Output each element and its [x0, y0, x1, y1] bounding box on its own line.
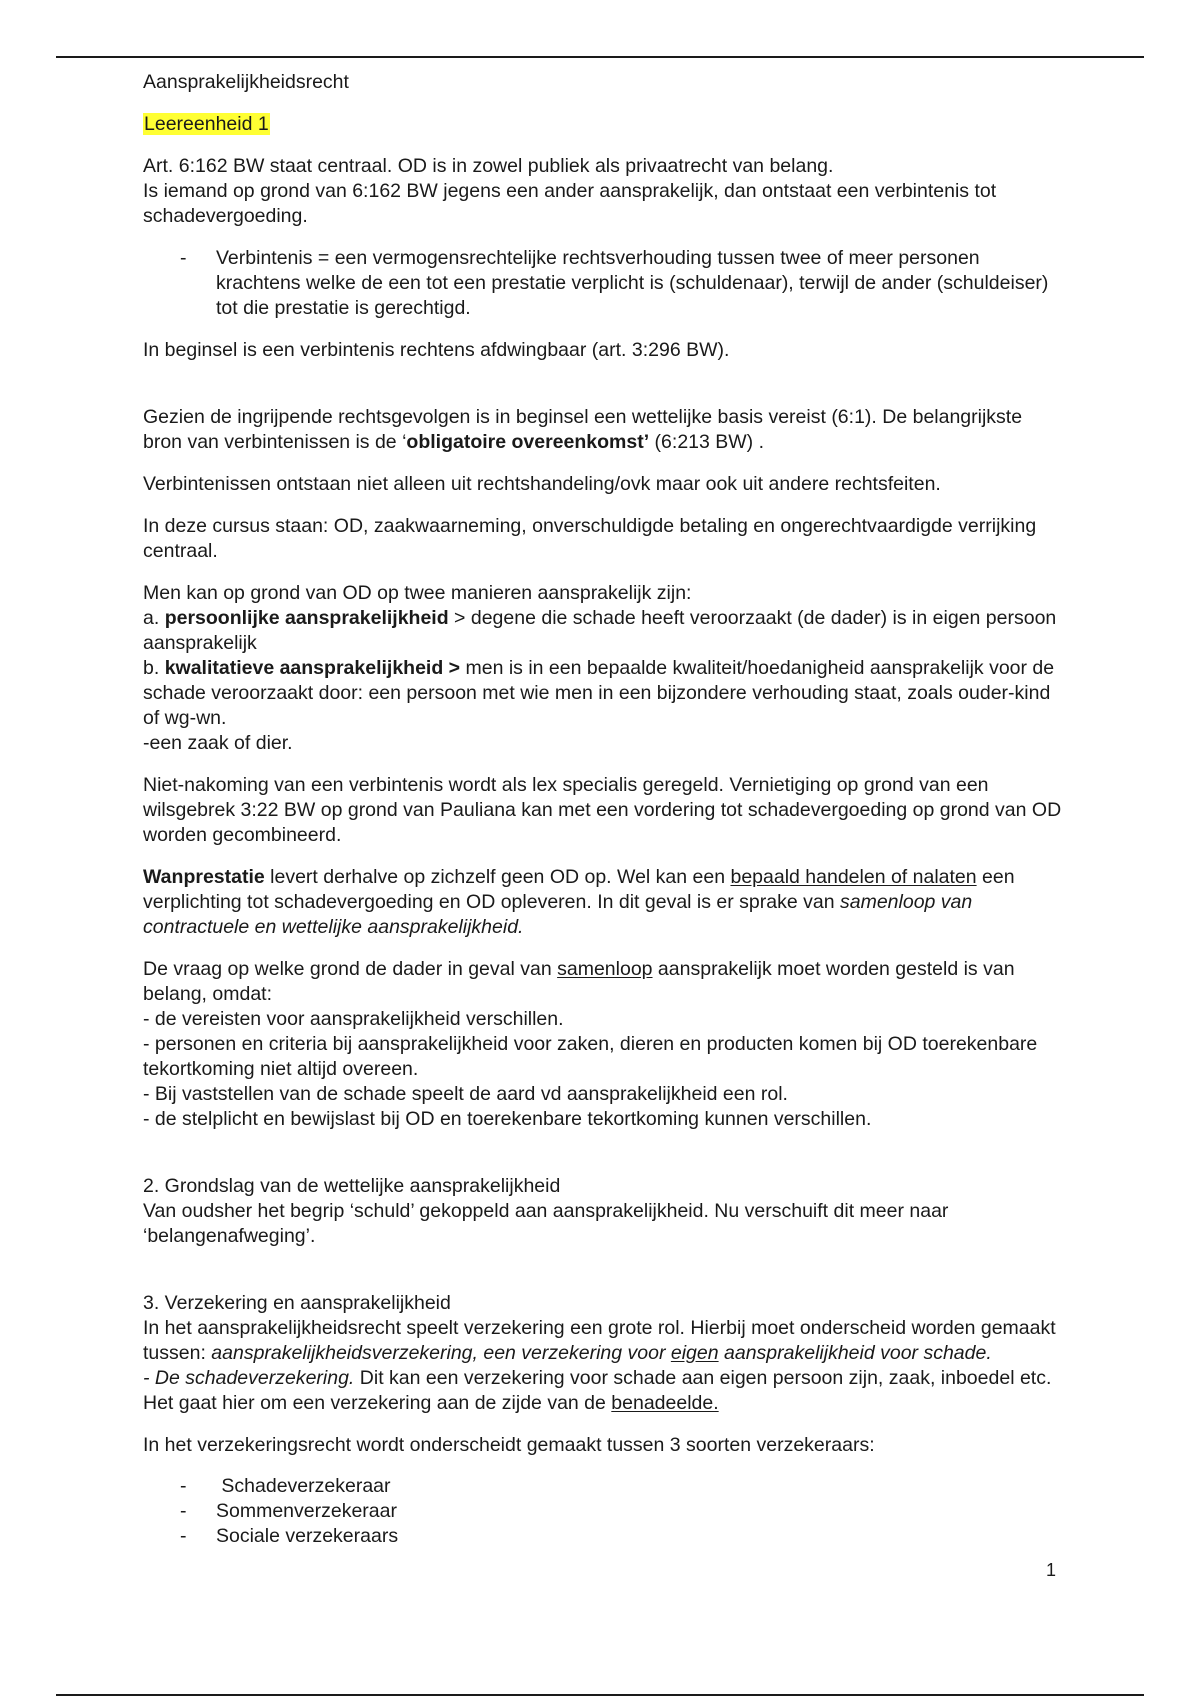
- intro-line-1: Art. 6:162 BW staat centraal. OD is in zowel publiek als privaatrecht van belang.: [143, 155, 834, 177]
- text-run: Men kan op grond van OD op twee manieren aansprakelijk zijn:: [143, 582, 692, 604]
- list-item: [143, 1524, 1063, 1549]
- text-run: men is in een bepaalde kwaliteit/hoedanigheid aansprakelijk voor de schade veroorzaakt door: een persoon met wie men in een bijzondere verhouding staat, zoals ouder-kind of wg-wn.: [143, 657, 1055, 729]
- text-run: levert derhalve op zichzelf geen OD op. Wel kan een: [264, 866, 731, 888]
- dash-bullet: -: [180, 1475, 187, 1497]
- page-number: 1: [1046, 1560, 1057, 1580]
- section-3: [143, 1291, 1063, 1416]
- text-run: De vraag op welke grond de dader in geval van: [143, 958, 558, 980]
- reason-item: - Bij vaststellen van de schade speelt de aard vd aansprakelijkheid een rol.: [143, 1083, 788, 1105]
- insurer-type: Sociale verzekeraars: [216, 1525, 399, 1547]
- text-run: aansprakelijk moet worden gesteld is van belang, omdat:: [143, 958, 1015, 1005]
- text-run: a.: [143, 607, 165, 629]
- paragraph-samenloop: [143, 957, 1063, 1132]
- insurer-type: Schadeverzekeraar: [216, 1475, 391, 1497]
- reason-item: - de stelplicht en bewijslast bij OD en toerekenbare tekortkoming kunnen verschillen.: [143, 1108, 872, 1130]
- italic-term: aansprakelijkheidsverzekering, een verzekering voor: [211, 1342, 671, 1364]
- underlined-term: eigen: [670, 1342, 719, 1364]
- text-run: een verplichting tot schadevergoeding en OD opleveren. In dit geval is er sprake van: [143, 866, 1015, 913]
- text-run: > degene die schade heeft veroorzaakt (de dader) is in eigen persoon aansprakelijk: [143, 607, 1057, 654]
- bold-term: obligatoire overeenkomst’: [406, 431, 650, 453]
- text-run: b.: [143, 657, 165, 679]
- bold-term: persoonlijke aansprakelijkheid: [164, 607, 449, 629]
- document-body: [143, 70, 1063, 1566]
- document-title: Aansprakelijkheidsrecht: [143, 71, 349, 93]
- paragraph-enforceable: In beginsel is een verbintenis rechtens afdwingbaar (art. 3:296 BW).: [143, 339, 730, 361]
- underlined-term: benadeelde.: [611, 1392, 719, 1414]
- intro-line-2: Is iemand op grond van 6:162 BW jegens een ander aansprakelijk, dan ontstaat een verbintenis tot schadevergoeding.: [143, 180, 997, 227]
- underlined-term: samenloop: [557, 958, 653, 980]
- italic-term: - De schadeverzekering.: [143, 1367, 355, 1389]
- section-text: Van oudsher het begrip ‘schuld’ gekoppeld aan aansprakelijkheid. Nu verschuift dit meer naar ‘belangenafweging’.: [143, 1200, 949, 1247]
- list-item: [143, 1474, 1063, 1499]
- dash-bullet: -: [180, 1500, 187, 1522]
- section-label: [143, 112, 1063, 137]
- reason-item: - personen en criteria bij aansprakelijkheid voor zaken, dieren en producten komen bij OD toerekenbare tekortkoming niet altijd overeen.: [143, 1033, 1038, 1080]
- list-item: [143, 246, 1063, 321]
- text-run: Dit kan een verzekering voor schade aan eigen persoon zijn, zaak, inboedel etc. Het gaat hier om een verzekering aan de zijde van de: [143, 1367, 1052, 1414]
- bold-term: kwalitatieve aansprakelijkheid >: [164, 657, 461, 679]
- header-rule: [56, 56, 1144, 58]
- paragraph-intro: [143, 154, 1063, 229]
- text-run: Gezien de ingrijpende rechtsgevolgen is in beginsel een wettelijke basis vereist (6:1). De belangrijkste bron van verbintenissen is de ‘: [143, 406, 1023, 453]
- italic-term: samenloop van contractuele en wettelijke aansprakelijkheid.: [143, 891, 973, 938]
- italic-term: aansprakelijkheid voor schade.: [718, 1342, 992, 1364]
- highlighted-label: Leereenheid 1: [144, 113, 269, 135]
- text-run: -een zaak of dier.: [143, 732, 293, 754]
- paragraph-legal-basis: [143, 405, 1063, 455]
- bold-term: Wanprestatie: [143, 866, 265, 888]
- paragraph-insurers: In het verzekeringsrecht wordt onderscheidt gemaakt tussen 3 soorten verzekeraars:: [143, 1434, 875, 1456]
- text-run: In het aansprakelijkheidsrecht speelt verzekering een grote rol. Hierbij moet onderscheid worden gemaakt tussen:: [143, 1317, 1056, 1364]
- paragraph-sources: Verbintenissen ontstaan niet alleen uit rechtshandeling/ovk maar ook uit andere rechtsfeiten.: [143, 473, 941, 495]
- footer-rule: [56, 1694, 1144, 1696]
- dash-bullet: -: [180, 1525, 187, 1547]
- text-run: (6:213 BW) .: [649, 431, 765, 453]
- section-heading: 3. Verzekering en aansprakelijkheid: [143, 1292, 451, 1314]
- reason-item: - de vereisten voor aansprakelijkheid verschillen.: [143, 1008, 564, 1030]
- paragraph-non-performance: Niet-nakoming van een verbintenis wordt als lex specialis geregeld. Vernietiging op grond van een wilsgebrek 3:22 BW op grond van Pauliana kan met een vordering tot schadevergoeding op grond van OD worden gecombineerd.: [143, 774, 1062, 846]
- section-2: [143, 1174, 1063, 1249]
- insurer-type: Sommenverzekeraar: [216, 1500, 397, 1522]
- section-heading: 2. Grondslag van de wettelijke aansprakelijkheid: [143, 1175, 561, 1197]
- paragraph-liability-types: [143, 581, 1063, 756]
- paragraph-course: In deze cursus staan: OD, zaakwaarneming, onverschuldigde betaling en ongerechtvaardigde verrijking centraal.: [143, 515, 1037, 562]
- paragraph-wanprestatie: [143, 865, 1063, 940]
- insurer-list: [143, 1474, 1063, 1549]
- definition-text: Verbintenis = een vermogensrechtelijke rechtsverhouding tussen twee of meer personen krachtens welke de een tot een prestatie verplicht is (schuldenaar), terwijl de ander (schuldeiser) tot die prestatie is gerechtigd.: [216, 247, 1049, 319]
- definition-list: [143, 246, 1063, 321]
- dash-bullet: -: [180, 247, 187, 269]
- underlined-term: bepaald handelen of nalaten: [730, 866, 977, 888]
- list-item: [143, 1499, 1063, 1524]
